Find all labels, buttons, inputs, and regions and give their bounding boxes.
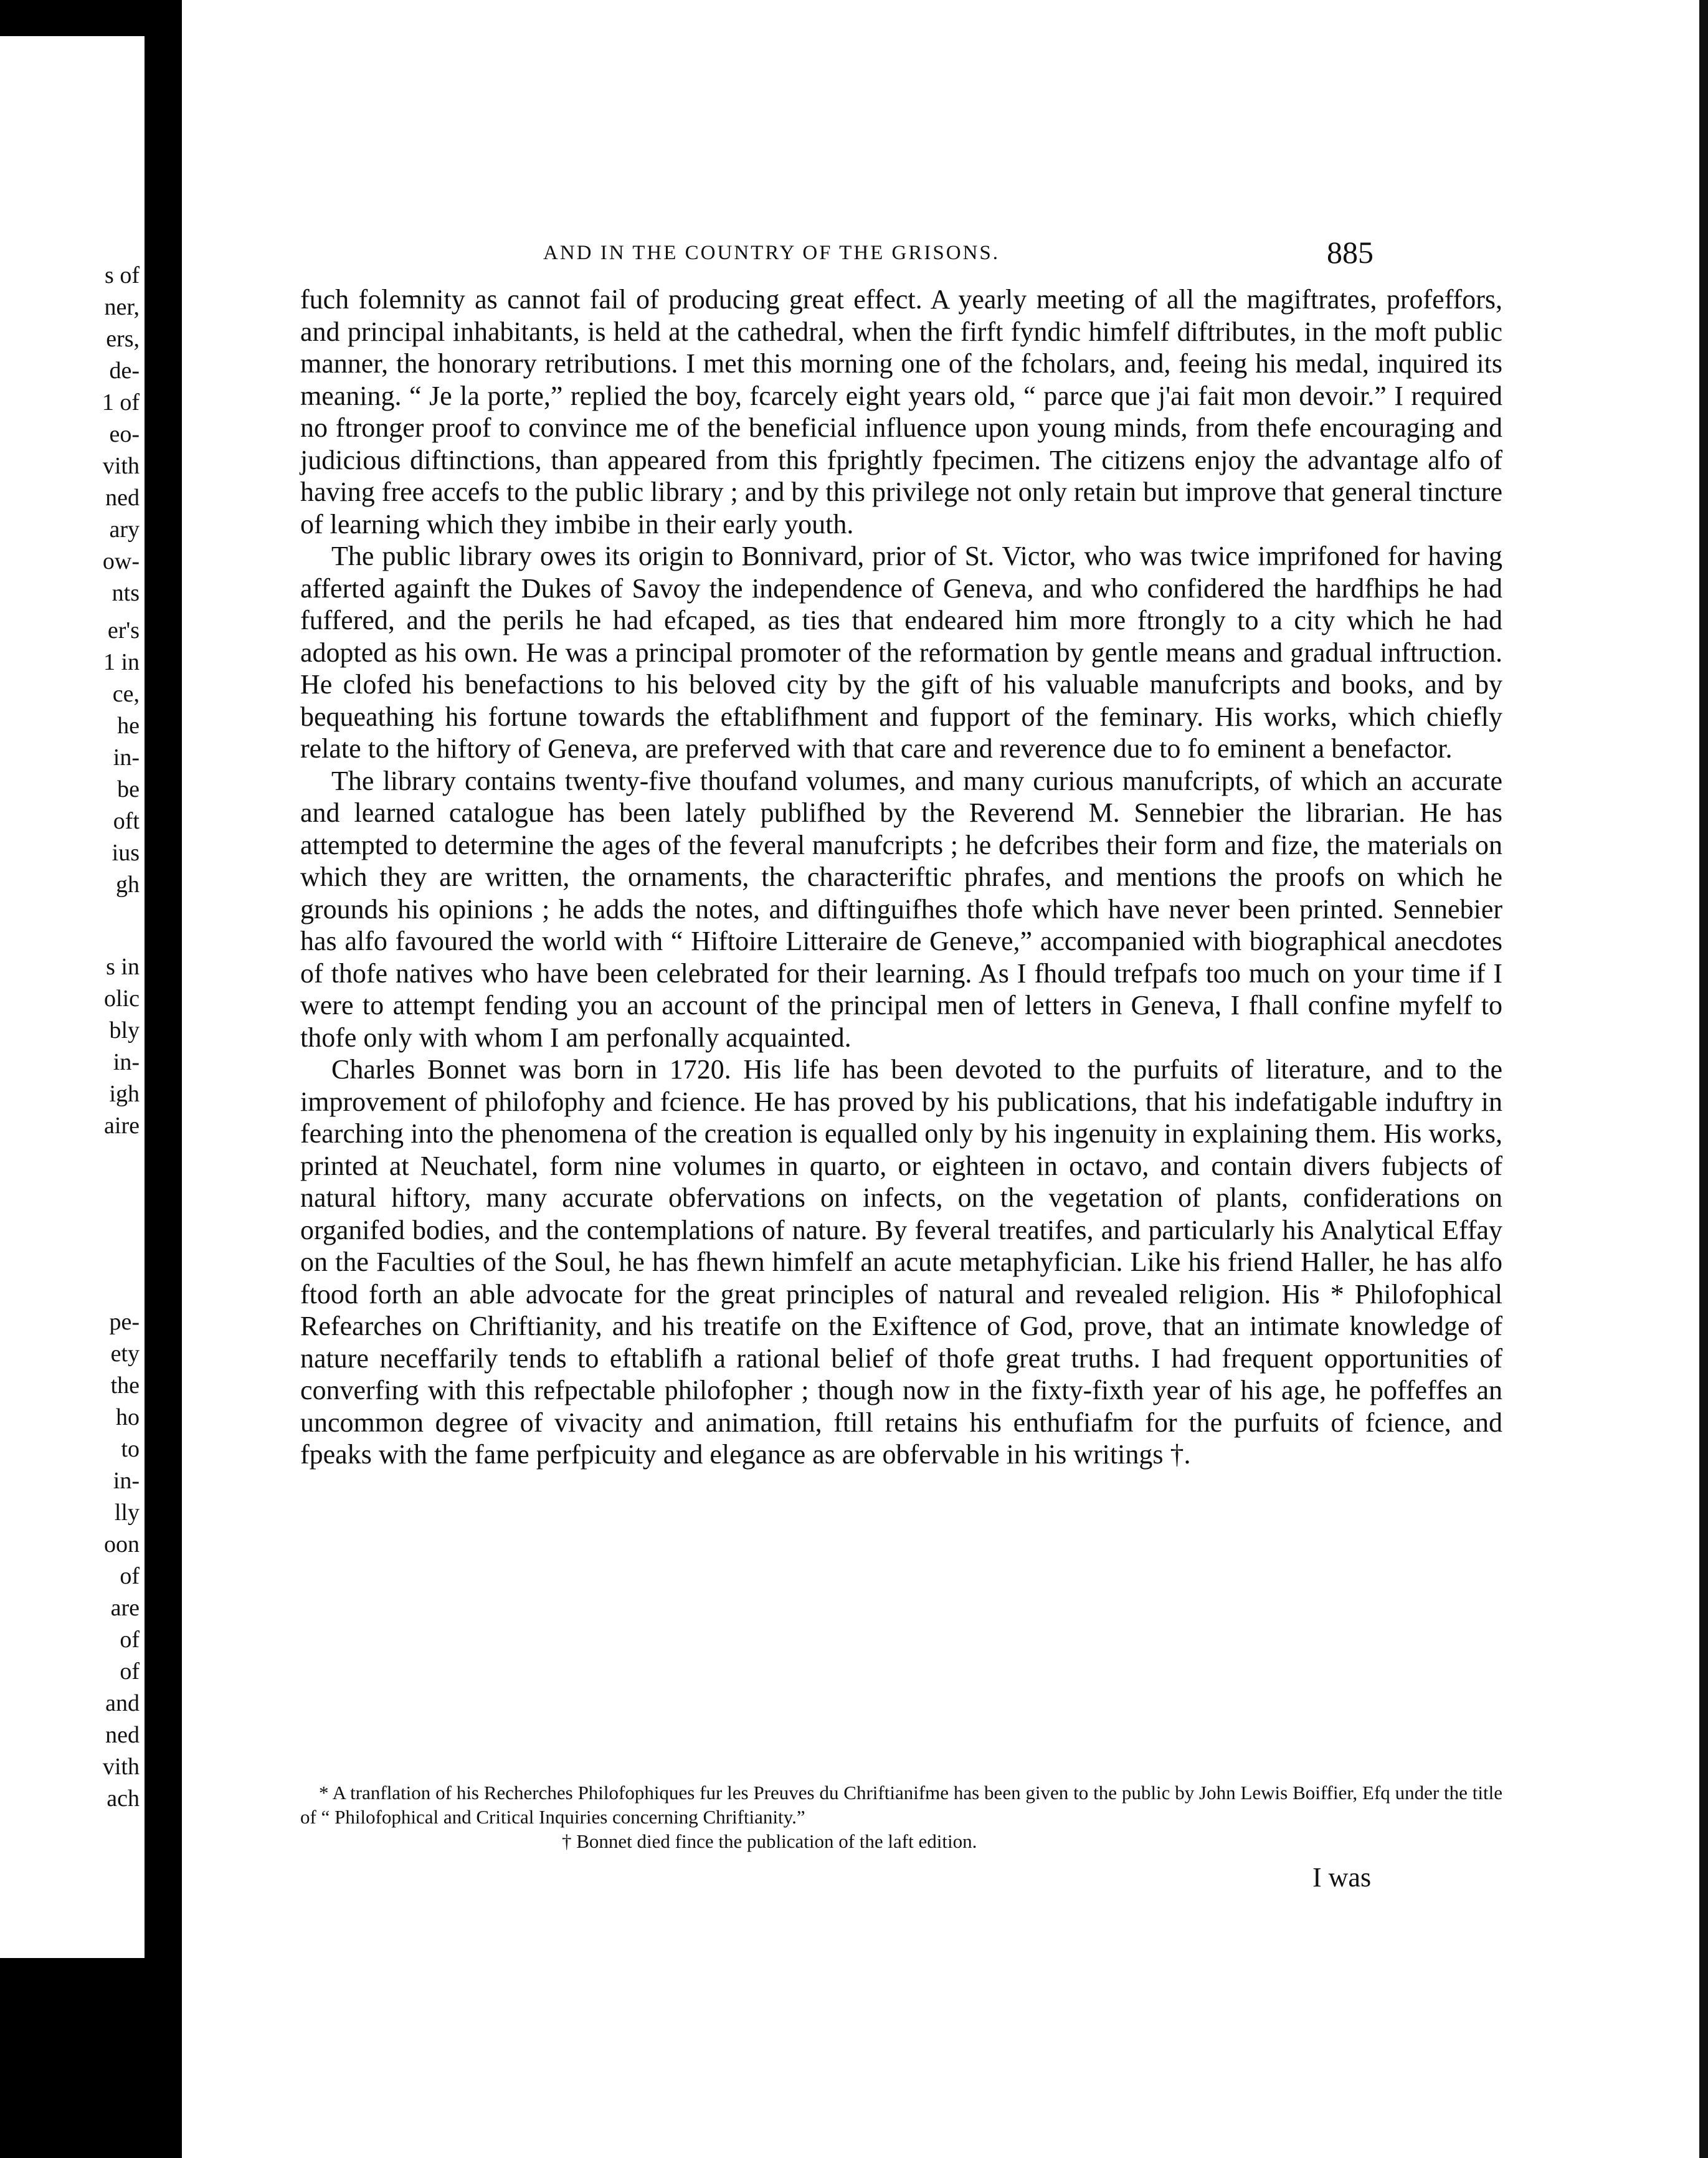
- facing-page-line-fragment: are: [110, 1595, 140, 1621]
- facing-page-line-fragment: be: [117, 776, 140, 802]
- facing-page-line-fragment: 1 in: [103, 649, 140, 675]
- facing-page-line-fragment: bly: [109, 1017, 140, 1043]
- body-text: [300, 283, 1502, 1471]
- paragraph: Charles Bonnet was born in 1720. His life has been devoted to the purfuits of literature, and to the improvement of philofophy and fcience. He has proved by his publications, that his indefatigable induftry in fearching into the phenomena of the creation is equalled only by his ingenuity in explaining them. His works, printed at Neuchatel, form nine volumes in quarto, or eighteen in octavo, and contain divers fubjects of natural hiftory, many accurate obfervations on infects, on the vegetation of plants, confiderations on organifed bodies, and the contemplations of nature. By feveral treatifes, and particularly his Analytical Effay on the Faculties of the Soul, he has fhewn himfelf an acute metaphyfician. Like his friend Haller, he has alfo ftood forth an able advocate for the great principles of natural and revealed religion. His * Philofophical Refearches on Chriftianity, and his treatife on the Exiftence of God, prove, that an intimate knowledge of nature neceffarily tends to eftablifh a rational belief of thofe great truths. I had frequent opportunities of converfing with this refpectable philofopher ; though now in the fixty-fixth year of his age, he poffeffes an uncommon degree of vivacity and animation, ftill retains his enthufiafm for the purfuits of fcience, and fpeaks with the fame perfpicuity and elegance as are obfervable in his writings †.: [300, 1054, 1502, 1470]
- facing-page-line-fragment: pe-: [109, 1309, 140, 1335]
- facing-page-line-fragment: he: [117, 713, 140, 739]
- facing-page-line-fragment: in-: [113, 1468, 140, 1494]
- facing-page-line-fragment: vith: [102, 1754, 140, 1780]
- footnote: * A tranflation of his Recherches Philofophiques fur les Preuves du Chriftianifme has been given to the public by John Lewis Boiffier, Efq under the title of “ Philofophical and Critical Inquiries concerning Chriftianity.”: [300, 1782, 1502, 1828]
- facing-page-line-fragment: ho: [116, 1404, 140, 1430]
- facing-page-line-fragment: eo-: [109, 421, 140, 447]
- facing-page-line-fragment: the: [110, 1372, 140, 1399]
- facing-page-line-fragment: ers,: [106, 326, 140, 352]
- facing-page-line-fragment: ety: [110, 1341, 140, 1367]
- facing-page-line-fragment: ach: [107, 1785, 140, 1812]
- facing-page-line-fragment: vith: [102, 453, 140, 479]
- facing-page-line-fragment: of: [120, 1563, 140, 1589]
- catchword: I was: [1312, 1862, 1372, 1893]
- facing-page-line-fragment: de-: [109, 358, 140, 384]
- facing-page-line-fragment: er's: [107, 617, 140, 644]
- facing-page-line-fragment: s of: [105, 262, 140, 288]
- facing-page-line-fragment: olic: [104, 986, 140, 1012]
- facing-page-line-fragment: ce,: [112, 681, 140, 707]
- facing-page-line-fragment: and: [105, 1690, 140, 1716]
- page-edge-shadow: [1699, 0, 1708, 2158]
- facing-page-line-fragment: ow-: [102, 548, 140, 574]
- facing-page-line-fragment: to: [121, 1436, 140, 1462]
- page-number: 885: [1327, 235, 1374, 270]
- facing-page-line-fragment: aire: [104, 1113, 140, 1139]
- facing-page-line-fragment: in-: [113, 1049, 140, 1075]
- facing-page-line-fragment: oft: [113, 808, 140, 834]
- facing-page-line-fragment: in-: [113, 744, 140, 771]
- facing-page-line-fragment: ius: [111, 840, 140, 866]
- facing-page-line-fragment: lly: [114, 1500, 140, 1526]
- facing-page-line-fragment: of: [120, 1658, 140, 1685]
- paragraph: fuch folemnity as cannot fail of producing great effect. A yearly meeting of all the magiftrates, profeffors, and principal inhabitants, is held at the cathedral, when the firft fyndic himfelf diftributes, in the moft public manner, the honorary retributions. I met this morning one of the fcholars, and, feeing his medal, inquired its meaning. “ Je la porte,” replied the boy, fcarcely eight years old, “ parce que j'ai fait mon devoir.” I required no ftronger proof to convince me of the beneficial influence upon young minds, from thefe encouraging and judicious diftinctions, than appeared from this fprightly fpecimen. The citizens enjoy the advantage alfo of having free accefs to the public library ; and by this privilege not only retain but improve that general tincture of learning which they imbibe in their early youth.: [300, 284, 1502, 540]
- facing-page-line-fragment: gh: [116, 872, 140, 898]
- facing-page-line-fragment: ned: [105, 485, 140, 511]
- facing-page-line-fragment: nts: [111, 580, 140, 606]
- footnote: † Bonnet died fince the publication of the laft edition.: [562, 1830, 977, 1852]
- facing-page-fragment: [0, 36, 145, 1958]
- facing-page-line-fragment: ary: [109, 516, 140, 543]
- paragraph: The public library owes its origin to Bonnivard, prior of St. Victor, who was twice imprifoned for having afferted againft the Dukes of Savoy the independence of Geneva, and who confidered the hardfhips he had fuffered, and the perils he had efcaped, as ties that endeared him more ftrongly to a city which he had adopted as his own. He was a principal promoter of the reformation by gentle means and gradual inftruction. He clofed his benefactions to his beloved city by the gift of his valuable manufcripts and books, and by bequeathing his fortune towards the eftablifhment and fupport of the feminary. His works, which chiefly relate to the hiftory of Geneva, are preferved with that care and reverence due to fo eminent a benefactor.: [300, 541, 1502, 764]
- book-page: [182, 0, 1708, 2158]
- facing-page-line-fragment: 1 of: [102, 389, 140, 416]
- running-head: AND IN THE COUNTRY OF THE GRISONS.: [543, 242, 1000, 264]
- facing-page-line-fragment: igh: [109, 1081, 140, 1107]
- facing-page-line-fragment: oon: [104, 1531, 140, 1557]
- book-gutter: [145, 0, 182, 2158]
- footnotes: [300, 1780, 1502, 1853]
- facing-page-line-fragment: ner,: [104, 294, 140, 320]
- facing-page-line-fragment: s in: [106, 954, 140, 980]
- facing-page-line-fragment: of: [120, 1627, 140, 1653]
- facing-page-line-fragment: ned: [105, 1722, 140, 1748]
- paragraph: The library contains twenty-five thoufand volumes, and many curious manufcripts, of which an accurate and learned catalogue has been lately publifhed by the Reverend M. Sennebier the librarian. He has attempted to determine the ages of the feveral manufcripts ; he defcribes their form and fize, the materials on which they are written, the ornaments, the characteriftic phrafes, and mentions the proofs on which he grounds his opinions ; he adds the notes, and diftinguifhes thofe which have never been printed. Sennebier has alfo favoured the world with “ Hiftoire Litteraire de Geneve,” accompanied with biographical anecdotes of thofe natives who have been celebrated for their learning. As I fhould trefpafs too much on your time if I were to attempt fending you an account of the principal men of letters in Geneva, I fhall confine myfelf to thofe only with whom I am perfonally acquainted.: [300, 765, 1502, 1053]
